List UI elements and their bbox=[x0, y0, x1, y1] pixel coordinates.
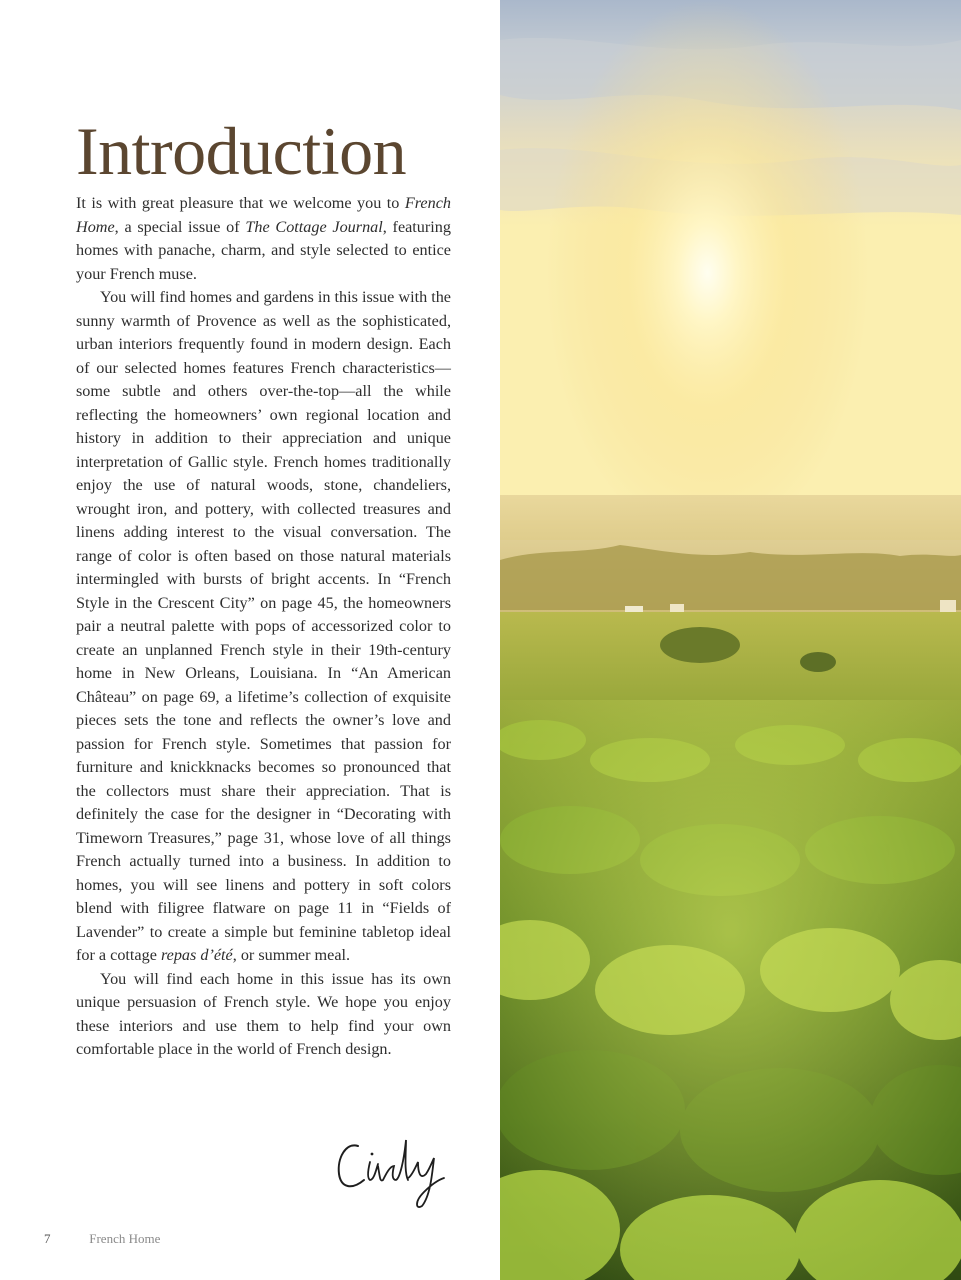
text-run: You will find each home in this issue has its own unique persuasion of French style. We hope you enjoy these interiors and use them to help find your own comfortable place in the world of French design. bbox=[76, 969, 451, 1058]
text-column bbox=[76, 112, 451, 1062]
page-title: Introduction bbox=[76, 113, 407, 189]
page-number: 7 bbox=[44, 1231, 51, 1246]
text-run: , a special issue of bbox=[114, 217, 246, 236]
body-paragraph bbox=[76, 286, 451, 968]
italic-text: repas d’été bbox=[160, 946, 233, 964]
article-body bbox=[76, 192, 451, 1062]
vineyard-sunset-photo bbox=[500, 0, 961, 1280]
italic-text: French Home bbox=[76, 194, 451, 236]
signature-image bbox=[334, 1132, 446, 1212]
publication-name: French Home bbox=[89, 1231, 161, 1246]
body-paragraph bbox=[76, 192, 451, 286]
text-run: , featuring homes with panache, charm, and style selected to entice your French muse. bbox=[76, 217, 451, 283]
text-run: It is with great pleasure that we welcome you to bbox=[76, 194, 405, 212]
text-run: , or summer meal. bbox=[232, 946, 351, 964]
italic-text: The Cottage Journal bbox=[245, 217, 383, 236]
body-paragraph bbox=[76, 968, 451, 1062]
page-footer bbox=[44, 1231, 160, 1247]
text-run: You will find homes and gardens in this issue with the sunny warmth of Provence as well as the sophisticated, urban interiors frequently found in modern design. Each of our selected homes features French characteristics—some subtle and others over-the-top—all the while reflecting the homeowners’ own regional location and history in addition to their appreciation and unique interpretation of Gallic style. French homes traditionally enjoy the use of natural woods, stone, chandeliers, wrought iron, and pottery, with collected treasures and linens adding interest to the visual conversation. The range of color is often based on those natural materials intermingled with bursts of bright accents. In “French Style in the Crescent City” on page 45, the homeowners pair a neutral palette with pops of accessorized color to create an unplanned French style in their 19th-century home in New Orleans, Louisiana. In “An American Château” on page 69, a lifetime’s collection of exquisite pieces sets the tone and reflects the owner’s love and passion for French style. Sometimes that passion for furniture and knickknacks becomes so pronounced that the collectors must share their appreciation. That is definitely the case for the designer in “Decorating with Timeworn Treasures,” page 31, whose love of all things French actually turned into a business. In addition to homes, you will see linens and pottery in soft colors blend with filigree flatware on page 11 in “Fields of Lavender” to create a simple but feminine tabletop ideal for a cottage bbox=[76, 288, 451, 964]
